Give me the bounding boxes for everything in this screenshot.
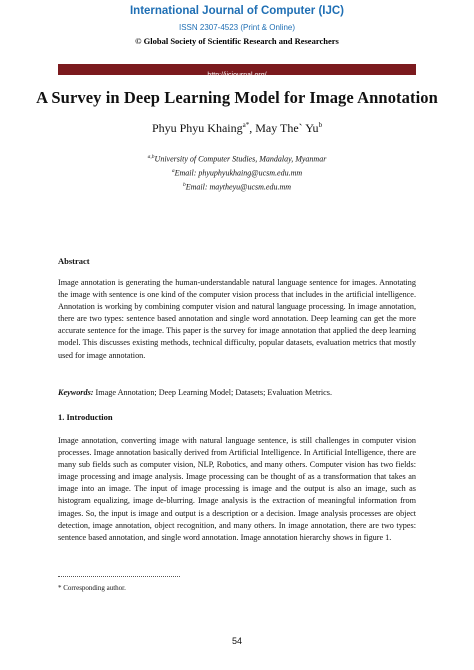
author-separator: ,: [249, 121, 256, 135]
affiliation-sup: a,b: [147, 154, 155, 160]
keywords-label: Keywords:: [58, 388, 94, 397]
paper-title: A Survey in Deep Learning Model for Image Annotation: [36, 88, 438, 107]
introduction-body: Image annotation, converting image with natural language sentence, is still challenges in computer vision processes. Image annotation basically derived from Artificial Intelligence. In Artificial Intelligence, there are many sub fields such as computer vision, NLP, Robotics, and many others. Computer vision has two fields: image processing and image analysis. Image processing can be thought of as a transformation that takes an image into an image. The input of image processing is image and the output is also an image, such as histogram equalizing, image de-blurring. Image analysis is the extraction of meaningful information from images. So, the input is image and output is a description or a decision. Image analysis processes are object detection, image annotation, object recognition, and many others. In image annotation, there are two types: sentence based annotation, and single word annotation. Image annotation hierarchy shows in figure 1.: [58, 436, 416, 542]
author-1-sup: a*: [242, 121, 250, 129]
affiliation-sup: b: [182, 182, 186, 188]
author-2-name: May The` Yu: [255, 121, 319, 135]
page-number: 54: [231, 636, 242, 646]
affiliation-university: [0, 154, 474, 164]
affiliation-text[interactable]: Email: maytheyu@ucsm.edu.mm: [185, 182, 292, 192]
footnote-divider: [58, 576, 180, 577]
keywords-line: [58, 388, 416, 397]
affiliation-sup: a: [171, 168, 175, 174]
journal-name: International Journal of Computer (IJC): [129, 5, 345, 17]
abstract-body: Image annotation is generating the human-understandable natural language sentence for images. Annotating the image with sentence is one kind of the computer vision process that includes in the artificial intelligence. Annotation is working by combining computer vision and natural language processing. In image annotation, there are two types: sentence based annotation and single word annotation. Deep learning can get the more accurate sentence for the image. This paper is the survey for image annotation that applied the deep learning model. This discusses existing methods, technical difficulty, popular datasets, evaluation metrics that mostly used for image annotation.: [58, 278, 416, 360]
issn-line: ISSN 2307-4523 (Print & Online): [178, 23, 296, 32]
author-2-sup: b: [318, 121, 323, 129]
keywords-text: Image Annotation; Deep Learning Model; Datasets; Evaluation Metrics.: [93, 388, 332, 397]
journal-url-bar: [58, 64, 416, 79]
affiliation-text[interactable]: Email: phyuphyukhaing@ucsm.edu.mm: [174, 168, 303, 178]
author-1-name: Phyu Phyu Khaing: [151, 121, 243, 135]
publisher-line: © Global Society of Scientific Research and Researchers: [135, 36, 339, 46]
journal-url-link[interactable]: http://ijcjournal.org/: [207, 72, 267, 79]
abstract-heading: Abstract: [58, 256, 90, 266]
introduction-heading: 1. Introduction: [58, 412, 113, 422]
affiliation-email-a: [0, 168, 474, 178]
affiliation-text: University of Computer Studies, Mandalay, Myanmar: [154, 154, 327, 164]
footnote: * Corresponding author.: [58, 584, 126, 592]
affiliation-email-b: [0, 182, 474, 192]
author-line: [0, 121, 474, 136]
